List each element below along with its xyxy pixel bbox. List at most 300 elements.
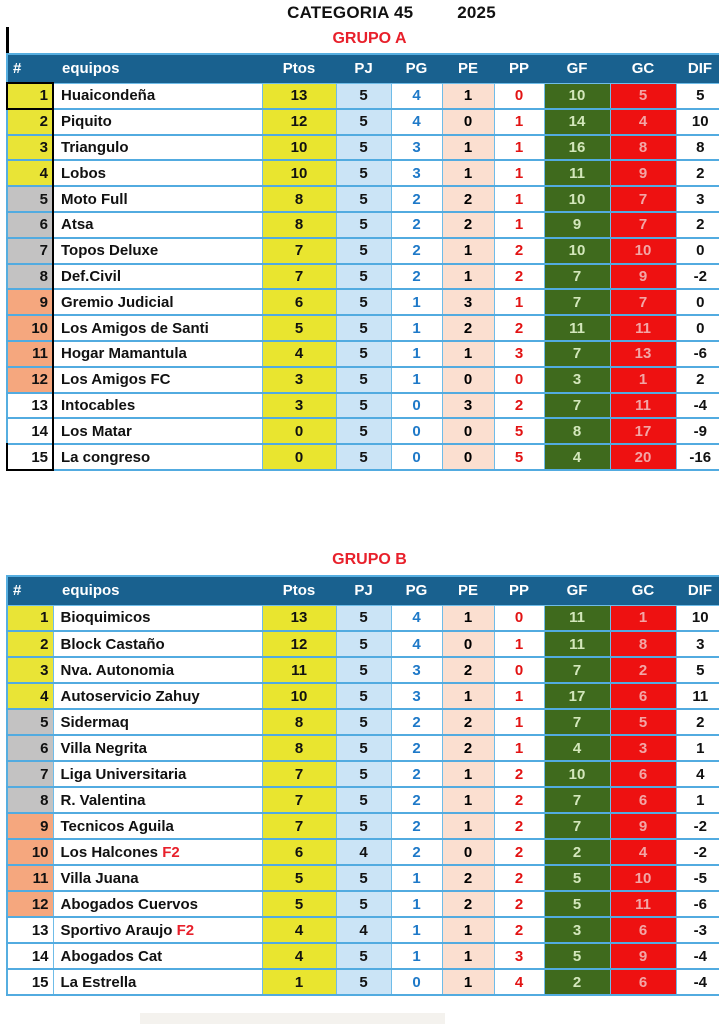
ptos-cell: 8 (262, 735, 336, 761)
table-row (7, 289, 719, 315)
team-name: Gremio Judicial (61, 293, 174, 311)
gf-cell: 14 (544, 109, 610, 135)
ptos-cell: 8 (262, 212, 336, 238)
rank-cell: 9 (7, 289, 53, 315)
dif-cell: 10 (676, 109, 719, 135)
dif-cell: 2 (676, 212, 719, 238)
pj-cell: 4 (336, 917, 391, 943)
team-name: Los Amigos FC (61, 371, 171, 389)
pg-cell: 0 (391, 418, 442, 444)
pg-cell: 1 (391, 341, 442, 367)
team-name-cell (53, 444, 262, 470)
pp-cell: 1 (494, 631, 544, 657)
team-name: Autoservicio Zahuy (60, 687, 200, 705)
ptos-cell: 12 (262, 631, 336, 657)
table-row (7, 264, 719, 290)
team-name: Atsa (61, 216, 94, 234)
pe-cell: 1 (442, 264, 494, 290)
team-name: Lobos (61, 164, 106, 182)
team-name-cell (53, 813, 262, 839)
pp-cell: 2 (494, 315, 544, 341)
pj-cell: 5 (336, 709, 391, 735)
pj-cell: 5 (336, 813, 391, 839)
table-row (7, 657, 719, 683)
pg-cell: 3 (391, 657, 442, 683)
table-row (7, 891, 719, 917)
gc-cell: 2 (610, 657, 676, 683)
ptos-cell: 13 (262, 83, 336, 109)
ptos-cell: 6 (262, 289, 336, 315)
gf-cell: 10 (544, 83, 610, 109)
rank-cell: 12 (7, 367, 53, 393)
gc-cell: 9 (610, 943, 676, 969)
team-name: Los Matar (61, 422, 132, 440)
table-row (7, 865, 719, 891)
team-name: Piquito (61, 113, 112, 131)
pe-cell: 2 (442, 315, 494, 341)
rank-cell: 8 (7, 787, 53, 813)
pe-cell: 2 (442, 865, 494, 891)
table-row (7, 605, 719, 631)
gc-cell: 11 (610, 315, 676, 341)
pp-cell: 0 (494, 83, 544, 109)
ptos-cell: 3 (262, 367, 336, 393)
pp-cell: 3 (494, 943, 544, 969)
table-row (7, 943, 719, 969)
gc-cell: 7 (610, 212, 676, 238)
dif-cell: -5 (676, 865, 719, 891)
pp-cell: 4 (494, 969, 544, 995)
team-name-cell (53, 891, 262, 917)
pe-cell: 1 (442, 761, 494, 787)
team-name-cell (53, 160, 262, 186)
team-name: Intocables (61, 396, 136, 414)
pj-cell: 5 (336, 160, 391, 186)
team-name: La Estrella (60, 973, 137, 991)
pe-cell: 3 (442, 393, 494, 419)
rank-cell: 14 (7, 418, 53, 444)
team-name-cell (53, 135, 262, 161)
team-name: Los Amigos de Santi (61, 319, 209, 337)
pg-cell: 1 (391, 367, 442, 393)
table-row (7, 444, 719, 470)
pg-cell: 2 (391, 264, 442, 290)
column-header-pe: PE (442, 54, 494, 83)
team-name: Bioquimicos (60, 609, 151, 627)
pp-cell: 5 (494, 444, 544, 470)
pp-cell: 1 (494, 135, 544, 161)
pp-cell: 2 (494, 891, 544, 917)
team-name-cell (53, 917, 262, 943)
gc-cell: 11 (610, 891, 676, 917)
team-name: Sidermaq (60, 713, 129, 731)
team-name: Tecnicos Aguila (60, 817, 174, 835)
team-name: Abogados Cuervos (60, 895, 199, 913)
pg-cell: 3 (391, 160, 442, 186)
rank-cell: 2 (7, 109, 53, 135)
ptos-cell: 13 (262, 605, 336, 631)
dif-cell: 5 (676, 83, 719, 109)
table-row (7, 917, 719, 943)
pp-cell: 1 (494, 109, 544, 135)
column-header-ptos: Ptos (262, 54, 336, 83)
team-name-cell (53, 943, 262, 969)
pg-cell: 2 (391, 761, 442, 787)
pg-cell: 2 (391, 709, 442, 735)
gf-cell: 7 (544, 657, 610, 683)
pe-cell: 0 (442, 367, 494, 393)
pj-cell: 5 (336, 186, 391, 212)
rank-cell: 11 (7, 341, 53, 367)
pg-cell: 2 (391, 735, 442, 761)
pp-cell: 2 (494, 917, 544, 943)
pj-cell: 5 (336, 683, 391, 709)
ptos-cell: 3 (262, 393, 336, 419)
team-suffix: F2 (158, 843, 180, 861)
pj-cell: 5 (336, 109, 391, 135)
rank-cell: 3 (7, 135, 53, 161)
gf-cell: 11 (544, 631, 610, 657)
column-header-pj: PJ (336, 54, 391, 83)
gf-cell: 10 (544, 186, 610, 212)
pp-cell: 1 (494, 735, 544, 761)
column-header-dif: DIF (676, 576, 719, 605)
team-name: Def.Civil (61, 267, 122, 285)
gf-cell: 7 (544, 709, 610, 735)
column-header-pg: PG (391, 54, 442, 83)
gc-cell: 9 (610, 813, 676, 839)
ptos-cell: 7 (262, 238, 336, 264)
pe-cell: 1 (442, 969, 494, 995)
pe-cell: 0 (442, 418, 494, 444)
gc-cell: 4 (610, 839, 676, 865)
gf-cell: 2 (544, 969, 610, 995)
gc-cell: 11 (610, 393, 676, 419)
table-row (7, 135, 719, 161)
column-header-gc: GC (610, 576, 676, 605)
gc-cell: 4 (610, 109, 676, 135)
pj-cell: 5 (336, 969, 391, 995)
team-name: Triangulo (61, 138, 129, 156)
pj-cell: 5 (336, 605, 391, 631)
standings-table-grupo-a (6, 53, 719, 471)
gf-cell: 5 (544, 865, 610, 891)
pp-cell: 2 (494, 787, 544, 813)
gf-cell: 3 (544, 917, 610, 943)
team-suffix: F2 (172, 921, 195, 939)
team-name: Nva. Autonomia (60, 661, 175, 679)
gc-cell: 6 (610, 969, 676, 995)
team-name-cell (53, 83, 262, 109)
ptos-cell: 4 (262, 943, 336, 969)
rank-cell: 10 (7, 839, 53, 865)
gc-cell: 6 (610, 917, 676, 943)
dif-cell: -2 (676, 839, 719, 865)
column-header-pp: PP (494, 576, 544, 605)
gc-cell: 1 (610, 367, 676, 393)
pp-cell: 1 (494, 212, 544, 238)
gc-cell: 7 (610, 289, 676, 315)
gc-cell: 5 (610, 709, 676, 735)
gc-cell: 8 (610, 135, 676, 161)
ptos-cell: 5 (262, 865, 336, 891)
pj-cell: 5 (336, 891, 391, 917)
ptos-cell: 10 (262, 135, 336, 161)
dif-cell: -4 (676, 969, 719, 995)
gf-cell: 5 (544, 943, 610, 969)
pe-cell: 1 (442, 83, 494, 109)
pe-cell: 2 (442, 709, 494, 735)
team-name-cell (53, 709, 262, 735)
partial-table-fragment (140, 1013, 445, 1024)
pe-cell: 1 (442, 341, 494, 367)
gf-cell: 7 (544, 393, 610, 419)
pp-cell: 0 (494, 657, 544, 683)
pe-cell: 2 (442, 657, 494, 683)
table-row (7, 315, 719, 341)
table-header (7, 54, 719, 83)
gc-cell: 8 (610, 631, 676, 657)
rank-cell: 9 (7, 813, 53, 839)
pp-cell: 1 (494, 683, 544, 709)
ptos-cell: 7 (262, 761, 336, 787)
pe-cell: 2 (442, 212, 494, 238)
pj-cell: 5 (336, 212, 391, 238)
dif-cell: -6 (676, 341, 719, 367)
team-name-cell (53, 839, 262, 865)
pe-cell: 1 (442, 943, 494, 969)
pe-cell: 2 (442, 735, 494, 761)
pe-cell: 0 (442, 839, 494, 865)
column-header-pg: PG (391, 576, 442, 605)
column-header-gc: GC (610, 54, 676, 83)
dif-cell: 0 (676, 238, 719, 264)
team-name-cell (53, 315, 262, 341)
pj-cell: 4 (336, 839, 391, 865)
pp-cell: 2 (494, 813, 544, 839)
group-b-label: GRUPO B (332, 551, 407, 568)
team-name-cell (53, 761, 262, 787)
pp-cell: 1 (494, 186, 544, 212)
table-row (7, 83, 719, 109)
dif-cell: 2 (676, 709, 719, 735)
gc-cell: 6 (610, 683, 676, 709)
team-name-cell (53, 865, 262, 891)
gf-cell: 11 (544, 605, 610, 631)
standings-table-grupo-b (6, 575, 719, 996)
table-row (7, 418, 719, 444)
pe-cell: 1 (442, 160, 494, 186)
team-name-cell (53, 631, 262, 657)
pg-cell: 1 (391, 943, 442, 969)
team-name: Block Castaño (60, 635, 165, 653)
team-name: La congreso (61, 448, 151, 466)
gc-cell: 7 (610, 186, 676, 212)
pj-cell: 5 (336, 418, 391, 444)
dif-cell: 8 (676, 135, 719, 161)
pj-cell: 5 (336, 865, 391, 891)
dif-cell: -4 (676, 393, 719, 419)
pg-cell: 2 (391, 212, 442, 238)
pe-cell: 2 (442, 186, 494, 212)
pp-cell: 2 (494, 839, 544, 865)
pg-cell: 3 (391, 683, 442, 709)
ptos-cell: 7 (262, 787, 336, 813)
pg-cell: 2 (391, 787, 442, 813)
gf-cell: 7 (544, 289, 610, 315)
season-year: 2025 (457, 3, 496, 22)
column-header-ptos: Ptos (262, 576, 336, 605)
pe-cell: 1 (442, 605, 494, 631)
gf-cell: 7 (544, 341, 610, 367)
table-row (7, 683, 719, 709)
pg-cell: 3 (391, 135, 442, 161)
column-header-pj: PJ (336, 576, 391, 605)
gc-cell: 3 (610, 735, 676, 761)
pp-cell: 1 (494, 289, 544, 315)
rank-cell: 7 (7, 238, 53, 264)
table-row (7, 969, 719, 995)
table-row (7, 109, 719, 135)
column-header-equipos: equipos (53, 576, 262, 605)
pg-cell: 2 (391, 813, 442, 839)
pj-cell: 5 (336, 735, 391, 761)
pg-cell: 1 (391, 289, 442, 315)
team-name: Villa Negrita (60, 739, 147, 757)
pg-cell: 2 (391, 186, 442, 212)
pg-cell: 1 (391, 865, 442, 891)
column-header-pe: PE (442, 576, 494, 605)
dif-cell: 1 (676, 787, 719, 813)
dif-cell: 1 (676, 735, 719, 761)
pe-cell: 3 (442, 289, 494, 315)
team-name-cell (53, 393, 262, 419)
pp-cell: 2 (494, 865, 544, 891)
gf-cell: 16 (544, 135, 610, 161)
rank-cell: 14 (7, 943, 53, 969)
pp-cell: 2 (494, 393, 544, 419)
ptos-cell: 1 (262, 969, 336, 995)
team-name: Topos Deluxe (61, 242, 159, 260)
team-name-cell (53, 341, 262, 367)
pj-cell: 5 (336, 761, 391, 787)
dif-cell: -9 (676, 418, 719, 444)
rank-cell: 13 (7, 393, 53, 419)
rank-cell: 11 (7, 865, 53, 891)
team-name-cell (53, 212, 262, 238)
pp-cell: 2 (494, 264, 544, 290)
dif-cell: -4 (676, 943, 719, 969)
table-row (7, 839, 719, 865)
ptos-cell: 0 (262, 444, 336, 470)
pg-cell: 4 (391, 109, 442, 135)
pg-cell: 1 (391, 891, 442, 917)
pp-cell: 0 (494, 605, 544, 631)
pe-cell: 1 (442, 787, 494, 813)
dif-cell: 2 (676, 160, 719, 186)
rank-cell: 1 (7, 83, 53, 109)
column-header-rank: # (7, 54, 53, 83)
table-row (7, 787, 719, 813)
table-row (7, 186, 719, 212)
pp-cell: 5 (494, 418, 544, 444)
gc-cell: 1 (610, 605, 676, 631)
team-name-cell (53, 264, 262, 290)
gf-cell: 10 (544, 761, 610, 787)
table-header (7, 576, 719, 605)
team-name: Villa Juana (60, 869, 139, 887)
table-row (7, 813, 719, 839)
gc-cell: 13 (610, 341, 676, 367)
gc-cell: 10 (610, 238, 676, 264)
page-title (32, 3, 719, 23)
rank-cell: 15 (7, 969, 53, 995)
gf-cell: 8 (544, 418, 610, 444)
pj-cell: 5 (336, 787, 391, 813)
team-name: Moto Full (61, 190, 128, 208)
column-header-gf: GF (544, 576, 610, 605)
team-name-cell (53, 969, 262, 995)
gc-cell: 10 (610, 865, 676, 891)
gc-cell: 6 (610, 761, 676, 787)
table-row (7, 367, 719, 393)
pe-cell: 0 (442, 444, 494, 470)
dif-cell: -3 (676, 917, 719, 943)
pj-cell: 5 (336, 238, 391, 264)
team-name: Liga Universitaria (60, 765, 187, 783)
pg-cell: 0 (391, 969, 442, 995)
pp-cell: 2 (494, 238, 544, 264)
pg-cell: 1 (391, 917, 442, 943)
table-row (7, 761, 719, 787)
dif-cell: 10 (676, 605, 719, 631)
pj-cell: 5 (336, 341, 391, 367)
pj-cell: 5 (336, 315, 391, 341)
pp-cell: 3 (494, 341, 544, 367)
pj-cell: 5 (336, 943, 391, 969)
pg-cell: 4 (391, 631, 442, 657)
team-name-cell (53, 735, 262, 761)
team-name: Los Halcones (60, 843, 159, 861)
gf-cell: 9 (544, 212, 610, 238)
pe-cell: 1 (442, 917, 494, 943)
ptos-cell: 5 (262, 315, 336, 341)
pe-cell: 1 (442, 238, 494, 264)
group-a-label: GRUPO A (332, 30, 407, 47)
team-name-cell (53, 109, 262, 135)
ptos-cell: 10 (262, 160, 336, 186)
pe-cell: 0 (442, 631, 494, 657)
group-b-table-wrap (6, 575, 713, 996)
pp-cell: 1 (494, 709, 544, 735)
rank-cell: 3 (7, 657, 53, 683)
rank-cell: 15 (7, 444, 53, 470)
team-name-cell (53, 787, 262, 813)
gf-cell: 2 (544, 839, 610, 865)
gf-cell: 7 (544, 787, 610, 813)
rank-cell: 6 (7, 212, 53, 238)
ptos-cell: 12 (262, 109, 336, 135)
pg-cell: 1 (391, 315, 442, 341)
column-header-gf: GF (544, 54, 610, 83)
rank-cell: 4 (7, 683, 53, 709)
pj-cell: 5 (336, 289, 391, 315)
ptos-cell: 7 (262, 264, 336, 290)
column-header-pp: PP (494, 54, 544, 83)
team-name-cell (53, 657, 262, 683)
team-name-cell (53, 418, 262, 444)
team-name: R. Valentina (60, 791, 146, 809)
